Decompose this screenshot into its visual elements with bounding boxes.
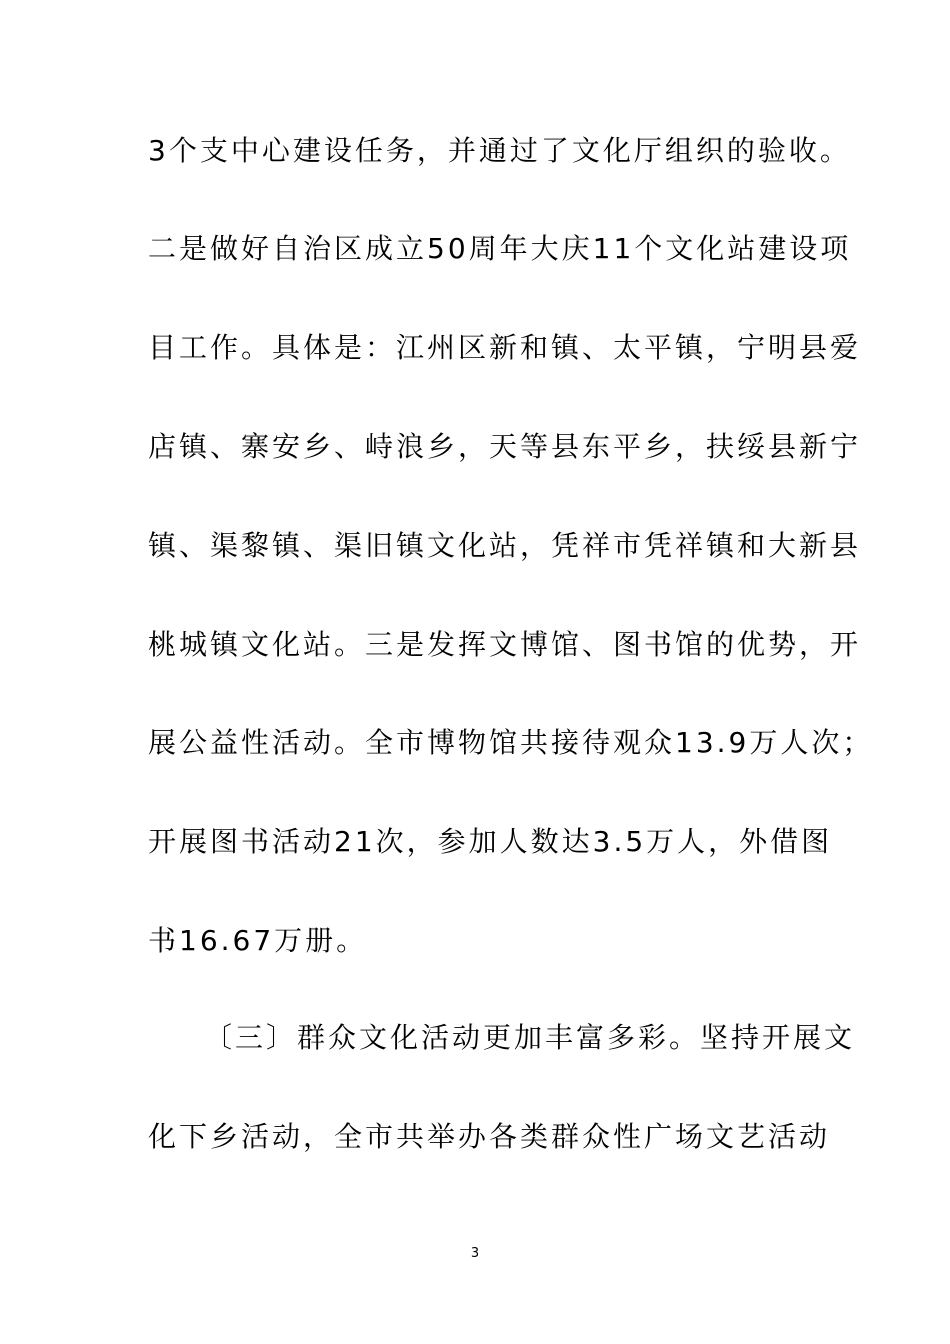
body-text-line: 桃城镇文化站。三是发挥文博馆、图书馆的优势，开 — [148, 628, 862, 661]
body-text-line: 开展图书活动21次，参加人数达3.5万人，外借图 — [148, 825, 833, 858]
page-number: 3 — [470, 1246, 480, 1261]
body-text-line: 化下乡活动，全市共举办各类群众性广场文艺活动 — [148, 1120, 831, 1153]
body-text-line: 书16.67万册。 — [148, 924, 368, 957]
body-text-line: 目工作。具体是：江州区新和镇、太平镇，宁明县爱 — [148, 331, 862, 364]
body-text-line: 镇、渠黎镇、渠旧镇文化站，凭祥市凭祥镇和大新县 — [148, 529, 862, 562]
body-text-line: 二是做好自治区成立50周年大庆11个文化站建设项 — [148, 232, 852, 265]
section-heading-line: 〔三〕群众文化活动更加丰富多彩。坚持开展文 — [204, 1021, 856, 1054]
body-text-line: 3个支中心建设任务，并通过了文化厅组织的验收。 — [148, 134, 851, 167]
body-text-line: 展公益性活动。全市博物馆共接待观众13.9万人次； — [148, 726, 874, 759]
body-text-line: 店镇、寨安乡、峙浪乡，天等县东平乡，扶绥县新宁 — [148, 430, 862, 463]
